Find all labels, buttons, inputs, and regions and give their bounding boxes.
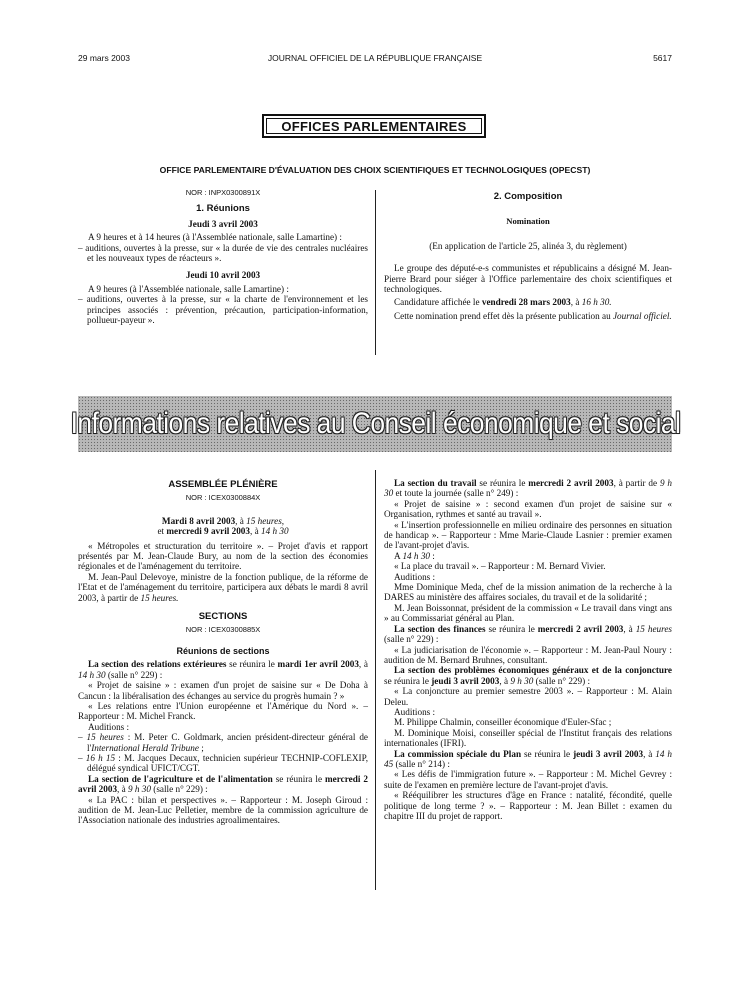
opecst-section-title: OFFICE PARLEMENTAIRE D'ÉVALUATION DES CHOIX SCIENTIFIQUES ET TECHNOLOGIQUES (OPECST) bbox=[159, 165, 591, 175]
travail-paragraph: La section du travail se réunira le mercredi 2 avril 2003, à partir de 9 h 30 et toute la journée (salle n° 249) : bbox=[384, 478, 672, 499]
header-date: 29 mars 2003 bbox=[78, 53, 130, 63]
immigration-paragraph: « Les défis de l'immigration future ». – Rapporteur : M. Michel Gevrey : suite de l'examen en première lecture de l'avant-projet d'avis. bbox=[384, 769, 672, 790]
problemes-economiques-paragraph: La section des problèmes économiques généraux et de la conjoncture se réunira le jeudi 3 avril 2003, à 9 h 30 (salle n° 229) : bbox=[384, 665, 672, 686]
assembly-paragraph-2: M. Jean-Paul Delevoye, ministre de la fonction publique, de la réforme de l'Etat et de l'aménagement du territoire, participera aux débats le mardi 8 avril 2003, à partir de 15 heures. bbox=[78, 571, 368, 603]
composition-heading: 2. Composition bbox=[493, 191, 563, 202]
insertion-paragraph: « L'insertion professionnelle en milieu ordinaire des personnes en situation de handicap ». – Rapporteur : Mme Marie-Claude Lasnier : premier examen de l'avant-projet d'avis. bbox=[384, 519, 672, 551]
saisine-organisation-paragraph: « Projet de saisine » : second examen d'un projet de saisine sur « Organisation, rythmes et santé au travail ». bbox=[384, 498, 672, 520]
column-divider-top bbox=[375, 190, 376, 355]
nomination-heading: Nomination bbox=[506, 216, 550, 227]
audition-decaux: – 16 h 15 : M. Jacques Decaux, technicien supérieur TECHNIP-COFLEXIP, délégué syndical UFICT/CGT. bbox=[78, 752, 368, 774]
commission-plan-paragraph: La commission spéciale du Plan se réunira le jeudi 3 avril 2003, à 14 h 45 (salle n° 214) : bbox=[384, 748, 672, 769]
candidature-paragraph: Candidature affichée le vendredi 28 mars 2003, à 16 h 30. bbox=[394, 297, 612, 308]
auditions-label-2: Auditions : bbox=[394, 571, 436, 582]
finances-paragraph: La section des finances se réunira le mercredi 2 avril 2003, à 15 heures (salle n° 229) : bbox=[384, 623, 673, 645]
ces-left-column bbox=[78, 480, 368, 826]
time-1430-paragraph: A 14 h 30 : bbox=[394, 550, 435, 561]
audition-moisi: M. Dominique Moisi, conseiller spécial de l'Institut français des relations internationales (IFRI). bbox=[384, 727, 672, 749]
audition-chalmin: M. Philippe Chalmin, conseiller économique d'Euler-Sfac ; bbox=[394, 717, 612, 728]
meeting-date-1: Jeudi 3 avril 2003 bbox=[188, 218, 258, 229]
meeting-2-time: A 9 heures (à l'Assemblée nationale, salle Lamartine) : bbox=[88, 283, 289, 294]
offices-title-box bbox=[262, 114, 486, 138]
header-page-number: 5617 bbox=[653, 53, 672, 63]
assembly-paragraph-1: « Métropoles et structuration du territoire ». – Projet d'avis et rapport présentés par M. Jean-Claude Bury, au nom de la section des économies régionales et de l'aménagement du territoire. bbox=[78, 540, 368, 572]
ces-right-column bbox=[384, 478, 672, 821]
structures-age-paragraph: « Rééquilibrer les structures d'âge en France : natalité, fécondité, quelle politique de long terme ? ». – Rapporteur : M. Jean Billet : examen du chapitre III du projet de rapport. bbox=[384, 790, 672, 821]
offices-title: OFFICES PARLEMENTAIRES bbox=[266, 118, 482, 134]
nor-sections: NOR : ICEX0300885X bbox=[185, 625, 261, 635]
reunions-sections-title: Réunions de sections bbox=[176, 645, 270, 656]
audition-meda: Mme Dominique Meda, chef de la mission animation de la recherche à la DARES au ministère des affaires sociales, du travail et de la solidarité ; bbox=[384, 582, 672, 603]
saisine-doha-paragraph: « Projet de saisine » : examen d'un projet de saisine sur « De Doha à Cancun : la libéralisation des échanges au service du progrès humain ? » bbox=[78, 680, 368, 701]
header-journal-title: JOURNAL OFFICIEL DE LA RÉPUBLIQUE FRANÇAISE bbox=[267, 53, 483, 63]
judiciarisation-paragraph: « La judiciarisation de l'économie ». – Rapporteur : M. Jean-Paul Noury : audition de M. Bernard Bruhnes, consultant. bbox=[384, 644, 672, 665]
sections-title: SECTIONS bbox=[198, 611, 248, 623]
assembly-date-line-2: et mercredi 9 avril 2003, à 14 h 30 bbox=[157, 526, 289, 537]
pac-paragraph: « La PAC : bilan et perspectives ». – Rapporteur : M. Joseph Giroud : audition de M. Jean-Luc Pelletier, membre de la commission agriculture de l'Association nationale des industries agroalimentaires. bbox=[78, 794, 368, 826]
auditions-label-3: Auditions : bbox=[394, 706, 436, 717]
meeting-1-time: A 9 heures et à 14 heures (à l'Assemblée nationale, salle Lamartine) : bbox=[88, 232, 342, 243]
auditions-label-1: Auditions : bbox=[88, 721, 130, 732]
ces-banner-title: Informations relatives au Conseil économique et social bbox=[70, 407, 680, 440]
audition-boissonnat: M. Jean Boissonnat, président de la commission « Le travail dans vingt ans » au Commissariat général au Plan. bbox=[384, 602, 672, 624]
nor-opecst: NOR : INPX0300891X bbox=[185, 188, 261, 197]
nor-assembly: NOR : ICEX0300884X bbox=[185, 493, 261, 503]
assembly-date-line-1: Mardi 8 avril 2003, à 15 heures, bbox=[161, 515, 285, 526]
meeting-date-2: Jeudi 10 avril 2003 bbox=[185, 270, 261, 281]
reunions-heading: 1. Réunions bbox=[196, 203, 250, 215]
ces-banner bbox=[70, 396, 680, 452]
nomination-paragraph: Le groupe des député-e-s communistes et républicains a désigné M. Jean-Pierre Brard pour siéger à l'Office parlementaire des choix scientifiques et technologiques. bbox=[384, 263, 672, 295]
conjoncture-paragraph: « La conjoncture au premier semestre 2003 ». – Rapporteur : M. Alain Deleu. bbox=[384, 686, 672, 707]
column-divider-bottom bbox=[375, 470, 376, 890]
place-travail-paragraph: « La place du travail ». – Rapporteur : M. Bernard Vivier. bbox=[394, 561, 606, 572]
audition-goldmark: – 15 heures : M. Peter C. Goldmark, ancien président-directeur général de l'International Herald Tribune ; bbox=[78, 732, 368, 753]
opecst-right-column bbox=[384, 192, 672, 321]
ue-amerique-paragraph: « Les relations entre l'Union européenne et l'Amérique du Nord ». – Rapporteur : M. Michel Franck. bbox=[78, 700, 368, 722]
agriculture-paragraph: La section de l'agriculture et de l'alimentation se réunira le mercredi 2 avril 2003, à 9 h 30 (salle n° 229) : bbox=[78, 773, 368, 795]
relations-exterieures-paragraph: La section des relations extérieures se réunira le mardi 1er avril 2003, à 14 h 30 (salle n° 229) : bbox=[78, 659, 368, 680]
meeting-2-agenda: – auditions, ouvertes à la presse, sur « la charte de l'environnement et les principes associés : prévention, précaution, participation-information, pollueur-payeur ». bbox=[78, 294, 368, 326]
opecst-left-column bbox=[78, 188, 368, 325]
meeting-1-agenda: – auditions, ouvertes à la presse, sur « la durée de vie des centrales nucléaires et les nouveaux types de réacteurs ». bbox=[78, 242, 368, 264]
effect-paragraph: Cette nomination prend effet dès la présente publication au Journal officiel. bbox=[394, 310, 672, 321]
application-note: (En application de l'article 25, alinéa 3, du règlement) bbox=[429, 240, 627, 251]
assembly-title: ASSEMBLÉE PLÉNIÈRE bbox=[168, 479, 278, 490]
